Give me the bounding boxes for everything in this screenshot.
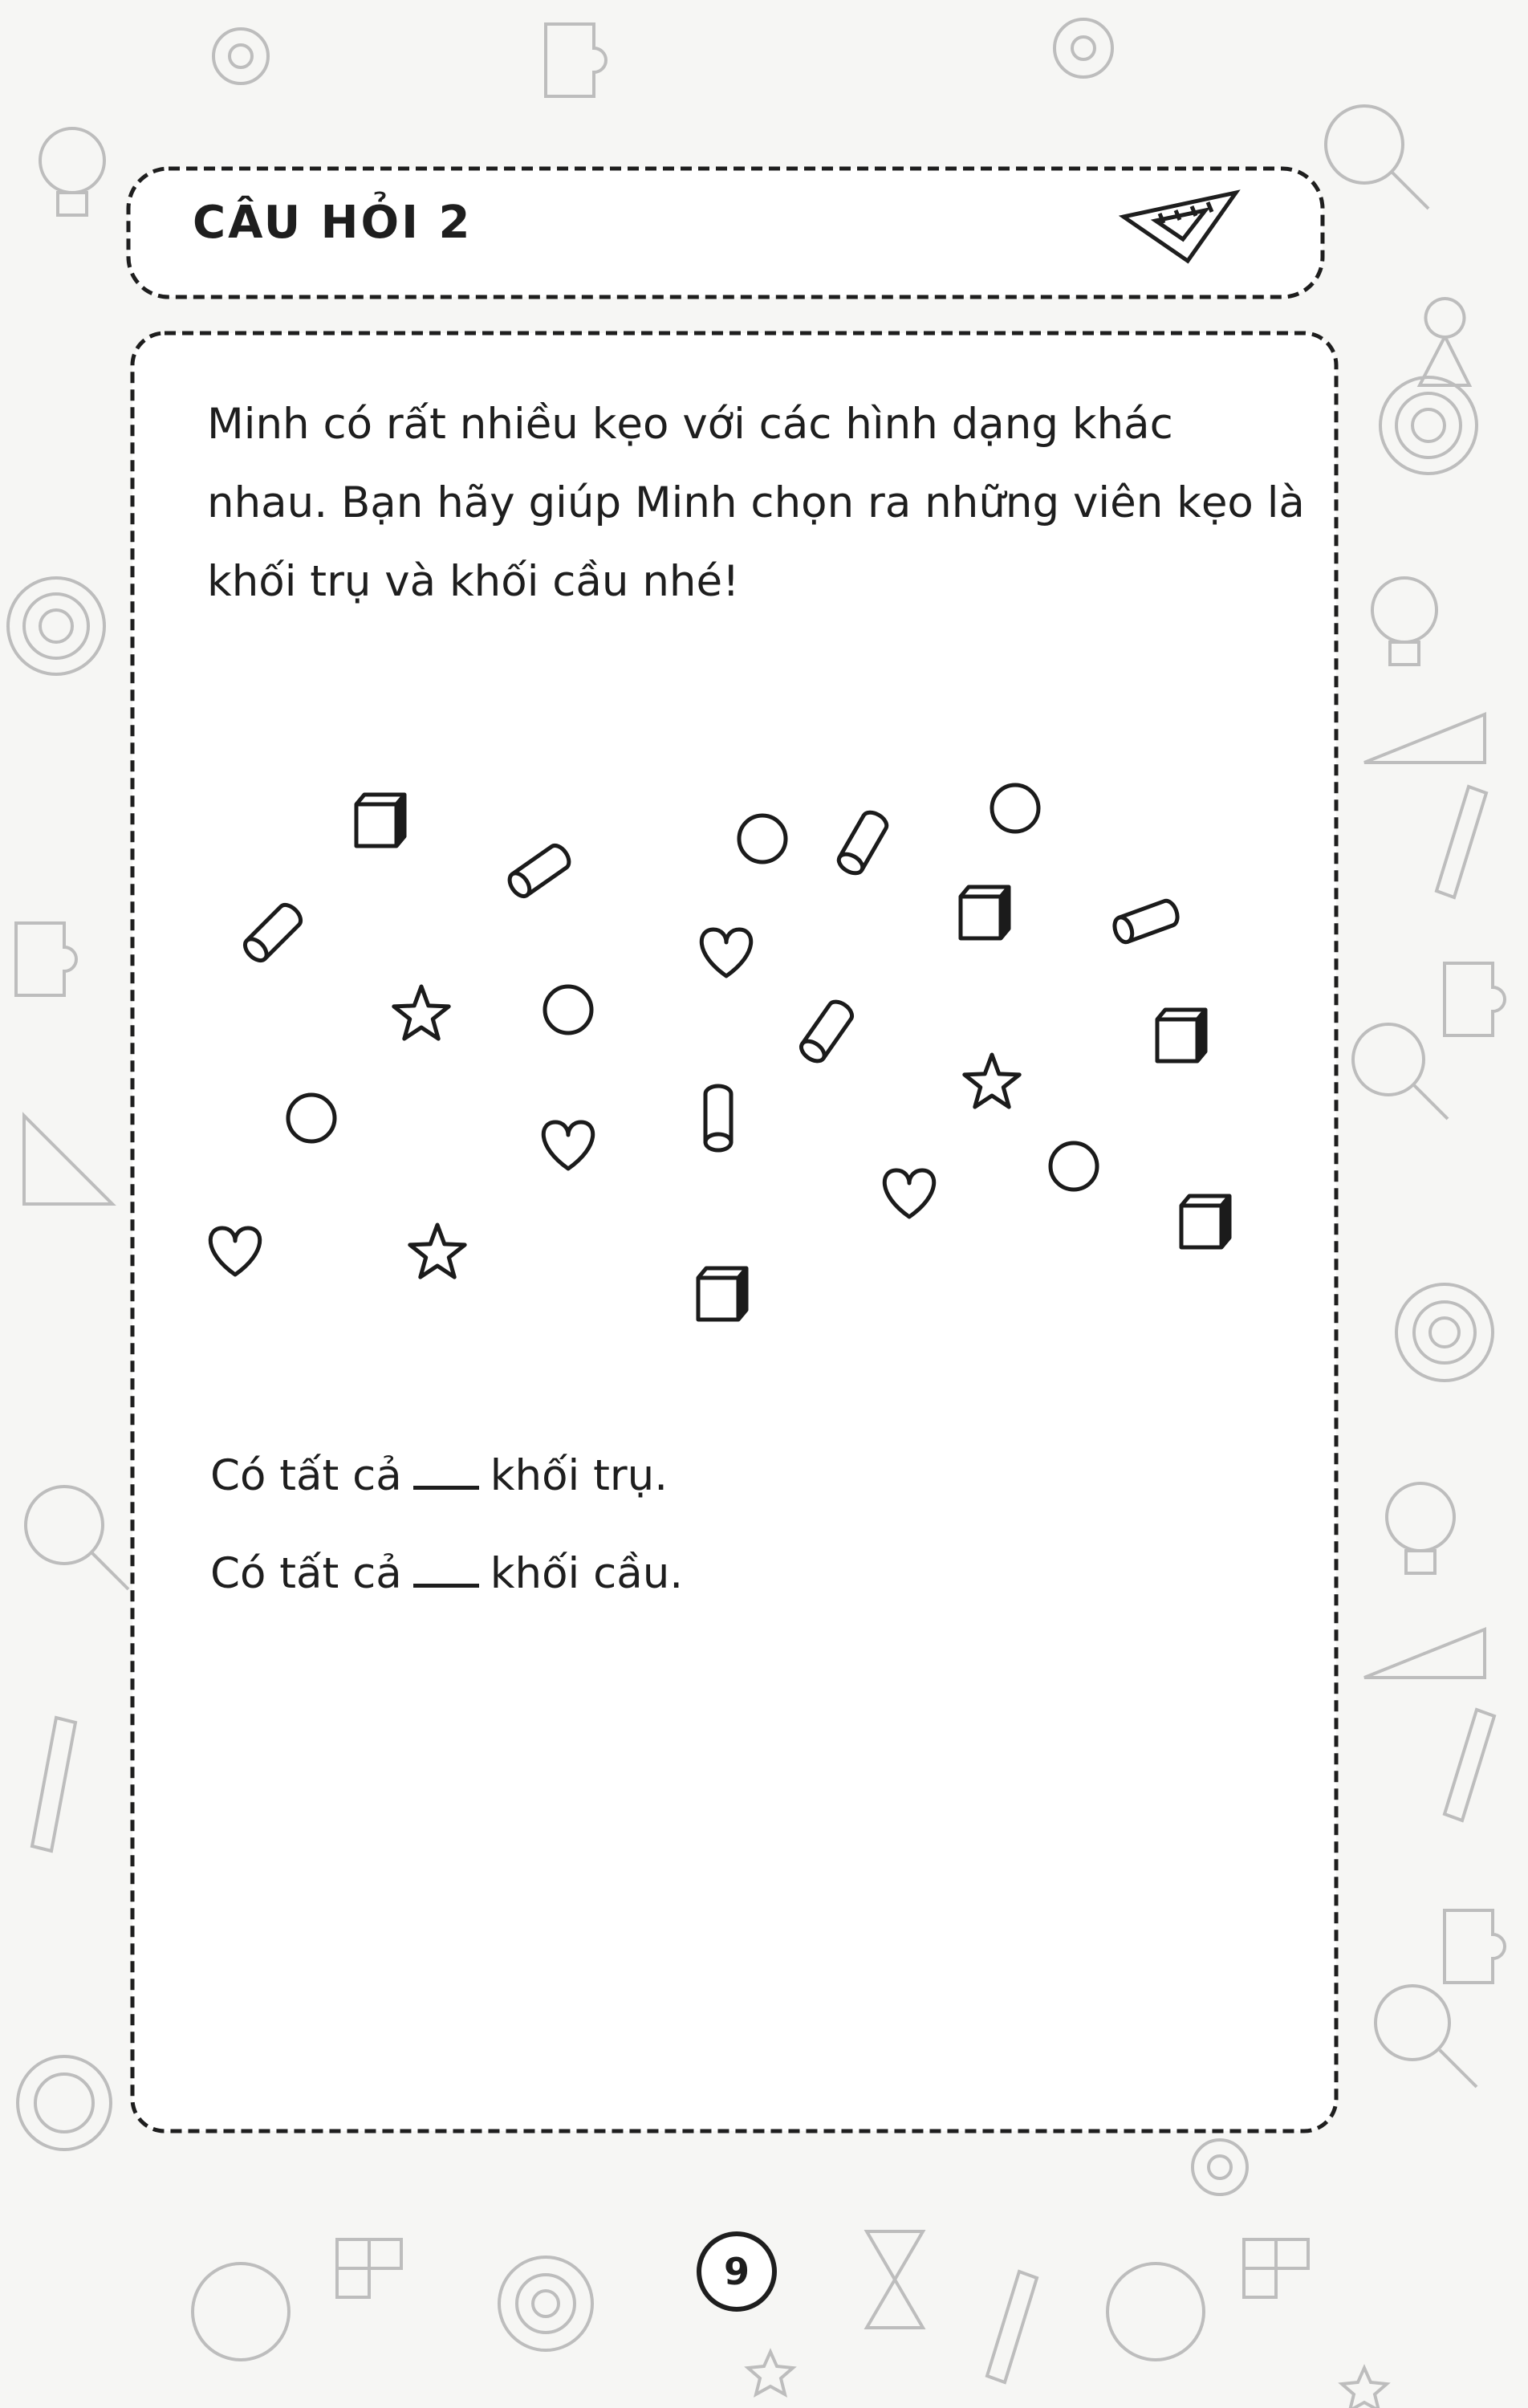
question-title: CÂU HỎI 2 (193, 197, 473, 249)
candy-heart-21 (210, 1228, 259, 1275)
answer-sphere-prefix: Có tất cả (210, 1549, 402, 1598)
candy-cylinder-3 (241, 901, 304, 964)
answer-cylinder-blank[interactable] (413, 1486, 479, 1490)
answer-sphere-suffix: khối cầu. (490, 1549, 684, 1598)
candy-sphere-11 (545, 986, 591, 1033)
candy-cube-7 (961, 887, 1009, 938)
candy-cube-23 (698, 1268, 746, 1320)
candy-cube-20 (1181, 1196, 1229, 1247)
candy-star-14 (965, 1055, 1019, 1107)
page-number: 9 (697, 2231, 777, 2312)
answer-sphere-blank[interactable] (413, 1584, 479, 1588)
candy-heart-9 (701, 929, 750, 976)
candy-cube-13 (1157, 1010, 1205, 1061)
answer-cylinder (210, 1451, 668, 1500)
answer-sphere (210, 1549, 683, 1598)
question-text: Minh có rất nhiều kẹo với các hình dạng khác nhau. Bạn hãy giúp Minh chọn ra những viên kẹo là khối trụ và khối cầu nhé! (207, 400, 1305, 606)
candy-sphere-19 (1050, 1143, 1097, 1190)
candy-sphere-6 (992, 785, 1038, 832)
candy-sphere-15 (288, 1095, 335, 1141)
candy-cylinder-2 (506, 842, 573, 900)
candy-heart-18 (884, 1170, 933, 1217)
candy-star-22 (410, 1225, 465, 1277)
candy-cylinder-12 (798, 998, 855, 1065)
answer-cylinder-suffix: khối trụ. (490, 1451, 668, 1500)
candy-cylinder-17 (705, 1086, 731, 1150)
candy-cylinder-8 (1111, 898, 1181, 944)
candy-heart-16 (543, 1122, 592, 1169)
candy-star-10 (394, 986, 449, 1039)
answer-cylinder-prefix: Có tất cả (210, 1451, 402, 1500)
candy-cube-1 (356, 795, 404, 846)
candy-sphere-4 (739, 816, 786, 862)
candy-cylinder-5 (835, 808, 890, 877)
